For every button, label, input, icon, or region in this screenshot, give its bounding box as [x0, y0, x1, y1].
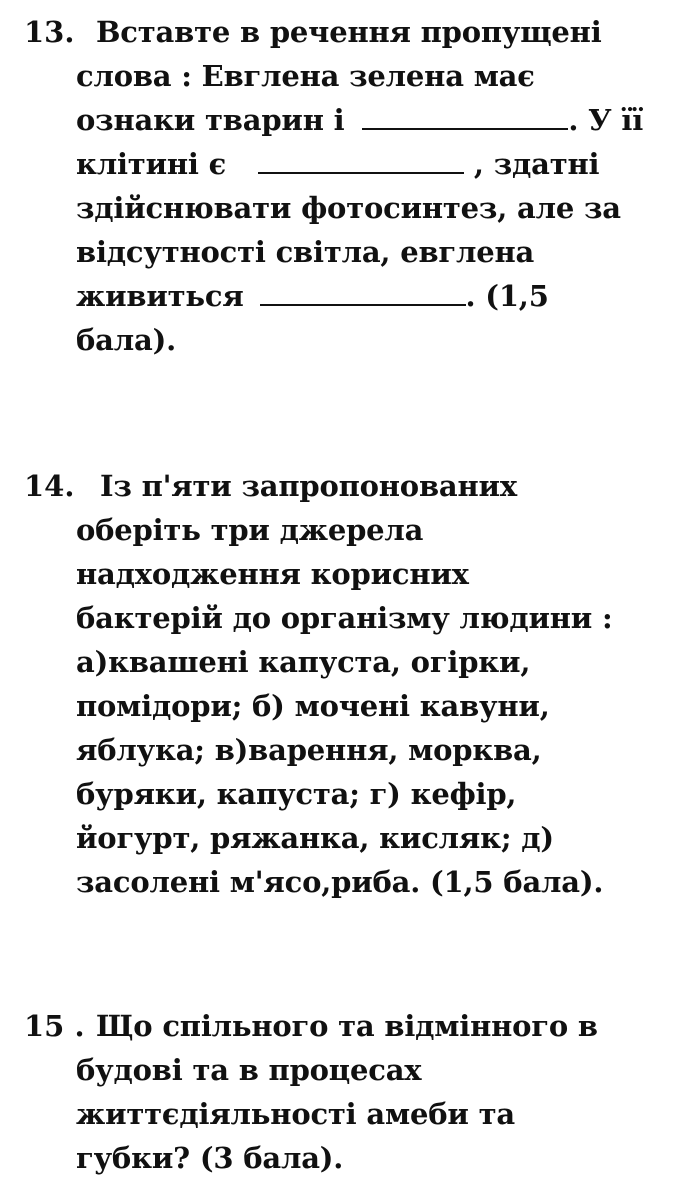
question-text-line [76, 54, 535, 98]
text-segment: здійснювати фотосинтез, але за [76, 191, 621, 225]
text-segment: яблука; в)варення, морква, [76, 733, 542, 767]
text-segment: помідори; б) мочені кавуни, [76, 689, 550, 723]
text-segment: оберіть три джерела [76, 513, 424, 547]
text-segment: . У її [568, 103, 644, 137]
question-text-line [76, 640, 530, 684]
question-text-line [76, 318, 176, 362]
text-segment: будові та в процесах [76, 1053, 422, 1087]
question-text-line [76, 596, 613, 640]
answer-blank[interactable] [362, 98, 568, 130]
text-segment: бала). [76, 323, 176, 357]
question-text-line [76, 142, 599, 186]
answer-blank[interactable] [260, 274, 466, 306]
question-text-line [76, 684, 550, 728]
text-segment: живиться [76, 279, 244, 313]
text-segment: клітині є [76, 147, 227, 181]
question-text-line [76, 230, 534, 274]
text-segment: Що спільного та відмінного в [96, 1009, 598, 1043]
question-text-line [76, 772, 516, 816]
text-segment: ознаки тварин і [76, 103, 345, 137]
question-text-line [76, 552, 469, 596]
text-segment: відсутності світла, евглена [76, 235, 535, 269]
text-segment: буряки, капуста; г) кефір, [76, 777, 517, 811]
text-segment: . (1,5 [465, 279, 549, 313]
question-text-line [76, 274, 549, 318]
question-text-line [96, 10, 602, 54]
text-segment: , здатні [473, 147, 600, 181]
text-segment: засолені м'ясо,риба. (1,5 бала). [76, 865, 604, 899]
question-text-line [76, 816, 554, 860]
question-text-line [76, 1092, 515, 1136]
question-number: 13. [24, 15, 75, 49]
text-segment: Вставте в речення пропущені [96, 15, 602, 49]
question-text-line [76, 98, 643, 142]
text-segment: губки? (3 бала). [76, 1141, 344, 1175]
text-segment: слова : Евглена зелена має [76, 59, 535, 93]
text-segment: йогурт, ряжанка, кисляк; д) [76, 821, 554, 855]
question-number: 14. [24, 469, 75, 503]
text-segment: бактерій до організму людини : [76, 601, 613, 635]
text-segment: а)квашені капуста, огірки, [76, 645, 531, 679]
text-segment: надходження корисних [76, 557, 469, 591]
question-text-line [76, 186, 621, 230]
answer-blank[interactable] [258, 142, 464, 174]
question-text-line [76, 728, 542, 772]
question-text-line [100, 464, 517, 508]
question-text-line [76, 508, 423, 552]
question-text-line [76, 860, 603, 904]
question-text-line [76, 1048, 421, 1092]
question-text-line [96, 1004, 598, 1048]
question-number: 15 . [24, 1009, 85, 1043]
text-segment: Із п'яти запропонованих [100, 469, 517, 503]
text-segment: життєдіяльності амеби та [76, 1097, 515, 1131]
question-text-line [76, 1136, 343, 1180]
